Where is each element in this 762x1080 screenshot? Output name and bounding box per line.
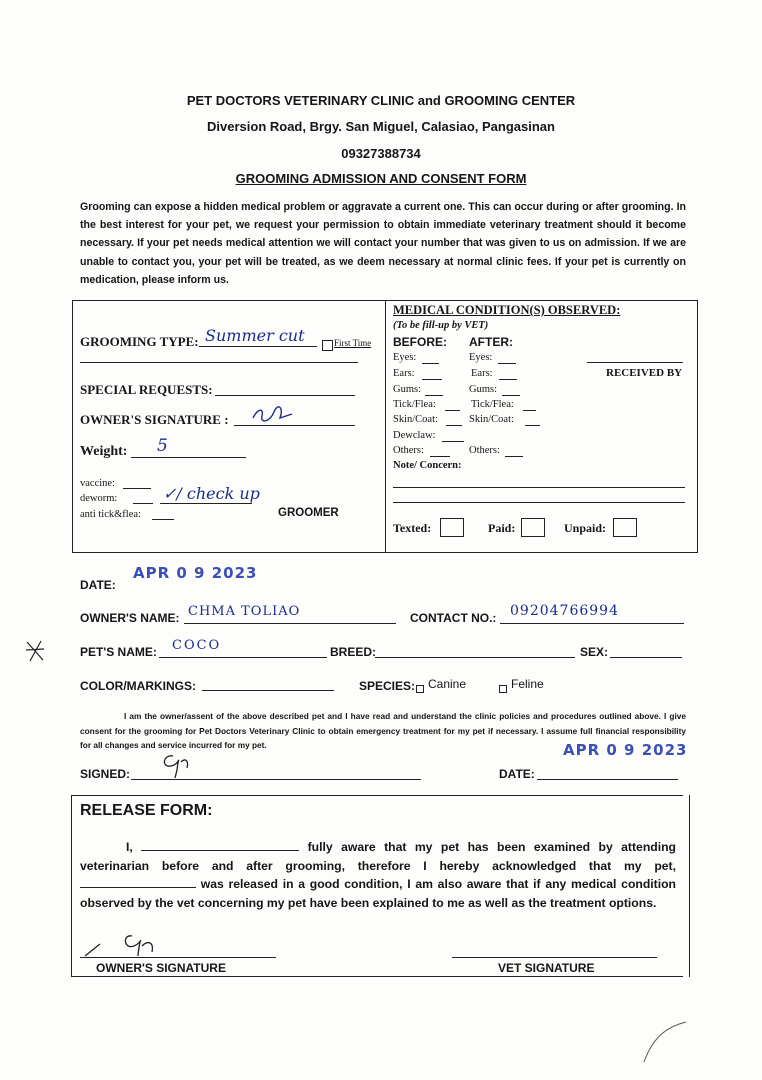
anti-tick-label: anti tick&flea: xyxy=(80,509,141,520)
species-label: SPECIES: xyxy=(359,679,416,693)
before-tick-field[interactable] xyxy=(445,410,460,411)
pet-name-label: PET'S NAME: xyxy=(80,645,157,659)
special-requests-field[interactable] xyxy=(215,395,355,396)
paid-box[interactable] xyxy=(521,518,545,537)
grooming-type-label: GROOMING TYPE: xyxy=(80,334,199,349)
deworm-field[interactable] xyxy=(133,503,153,504)
after-tick: Tick/Flea: xyxy=(471,399,514,410)
release-i-label: I, xyxy=(126,840,133,854)
breed-field[interactable] xyxy=(375,657,575,658)
weight-line xyxy=(131,457,246,458)
weight-label: Weight: xyxy=(80,444,128,459)
received-by-line[interactable] xyxy=(587,362,683,363)
groomer-label: GROOMER xyxy=(278,507,339,519)
after-eyes-field[interactable] xyxy=(498,363,516,364)
canine-label: Canine xyxy=(428,677,467,691)
owner-name-line xyxy=(184,623,396,624)
release-title: RELEASE FORM: xyxy=(80,802,213,819)
form-title: GROOMING ADMISSION AND CONSENT FORM xyxy=(235,171,527,186)
breed-label: BREED: xyxy=(330,645,377,659)
before-dewclaw: Dewclaw: xyxy=(393,430,436,441)
note-label: Note/ Concern: xyxy=(393,460,462,471)
feline-label: Feline xyxy=(511,677,544,691)
note-line-2[interactable] xyxy=(393,502,685,503)
after-others-field[interactable] xyxy=(505,456,523,457)
owner-signature-scribble xyxy=(250,404,295,426)
release-text-1: fully aware that my pet has been examined by attending veterinarian before and after grooming, therefore I hereby acknowledged that my pet, xyxy=(80,840,676,873)
consent-date-label: DATE: xyxy=(499,767,535,781)
consent-date-stamp: APR 0 9 2023 xyxy=(563,741,688,759)
before-dewclaw-field[interactable] xyxy=(442,441,464,442)
before-skin-field[interactable] xyxy=(446,425,462,426)
pet-name-line xyxy=(159,657,327,658)
canine-checkbox[interactable] xyxy=(416,680,424,698)
contact-value[interactable]: 09204766994 xyxy=(510,603,619,619)
before-ears: Ears: xyxy=(393,368,415,379)
before-eyes: Eyes: xyxy=(393,352,417,363)
deworm-label: deworm: xyxy=(80,493,118,504)
owner-name-value[interactable]: CHMA TOLIAO xyxy=(188,604,301,619)
before-gums-field[interactable] xyxy=(425,395,443,396)
before-tick: Tick/Flea: xyxy=(393,399,436,410)
vaccine-label: vaccine: xyxy=(80,478,115,489)
after-gums: Gums: xyxy=(469,384,498,395)
vet-signature-caption: VET SIGNATURE xyxy=(498,961,595,975)
note-line-1[interactable] xyxy=(393,487,685,488)
after-tick-field[interactable] xyxy=(523,410,536,411)
release-text-2: was released in a good condition, I am also aware that if any medical condition observed by the vet concerning my pet have been explained to me as well as the treatment options. xyxy=(80,877,676,910)
before-others: Others: xyxy=(393,445,424,456)
vet-signature-line[interactable] xyxy=(452,957,657,958)
received-by-label: RECEIVED BY xyxy=(606,367,683,379)
deworm-value-line xyxy=(160,503,252,504)
first-time-checkbox[interactable] xyxy=(322,337,333,355)
margin-x-mark xyxy=(24,638,46,664)
before-ears-field[interactable] xyxy=(422,379,442,380)
contact-label: CONTACT NO.: xyxy=(410,611,497,625)
after-skin-field[interactable] xyxy=(525,425,540,426)
grooming-extra-line[interactable] xyxy=(80,362,358,363)
release-owner-name-field[interactable] xyxy=(141,838,299,851)
owner-name-label: OWNER'S NAME: xyxy=(80,611,180,625)
paid-label: Paid: xyxy=(488,521,516,535)
owner-signature-caption: OWNER'S SIGNATURE xyxy=(96,961,226,975)
corner-scribble xyxy=(640,1018,690,1068)
after-ears: Ears: xyxy=(471,368,493,379)
after-label: AFTER: xyxy=(469,335,513,349)
sex-field[interactable] xyxy=(610,657,682,658)
unpaid-label: Unpaid: xyxy=(564,521,607,535)
anti-tick-field[interactable] xyxy=(152,519,174,520)
before-eyes-field[interactable] xyxy=(422,363,439,364)
release-bottom-border xyxy=(71,976,683,977)
signed-label: SIGNED: xyxy=(80,767,131,781)
consent-date-field[interactable] xyxy=(537,779,678,780)
contact-line xyxy=(500,623,684,624)
texted-label: Texted: xyxy=(393,521,432,535)
consent-text: I am the owner/assent of the above described pet and I have read and understand the clinic policies and procedures outlined above. I give consent for the grooming for Pet Doctors Veterinary Clinic to obtain emergency treatment for my pet if necessary. I assume full financial responsibility for all changes and service incurred for my pet. xyxy=(80,711,686,750)
after-gums-field[interactable] xyxy=(502,395,520,396)
release-left-border xyxy=(71,795,72,977)
weight-value[interactable]: 5 xyxy=(157,436,168,456)
texted-box[interactable] xyxy=(440,518,464,537)
after-eyes: Eyes: xyxy=(469,352,493,363)
special-requests-label: SPECIAL REQUESTS: xyxy=(80,382,213,397)
box-divider xyxy=(385,300,386,553)
medical-title: MEDICAL CONDITION(S) OBSERVED: xyxy=(393,303,621,317)
after-skin: Skin/Coat: xyxy=(469,414,514,425)
first-time-label: First Time xyxy=(334,338,372,348)
release-right-border xyxy=(689,795,690,977)
grooming-type-value[interactable]: Summer cut xyxy=(205,326,305,345)
medical-subtitle: (To be fill-up by VET) xyxy=(393,320,489,331)
deworm-value[interactable]: ✓/ check up xyxy=(163,484,260,503)
clinic-address: Diversion Road, Brgy. San Miguel, Calasiao, Pangasinan xyxy=(207,119,555,134)
feline-checkbox[interactable] xyxy=(499,680,507,698)
clinic-phone: 09327388734 xyxy=(341,146,421,161)
release-paragraph xyxy=(80,838,676,912)
date-label: DATE: xyxy=(80,578,116,592)
clinic-name: PET DOCTORS VETERINARY CLINIC and GROOMING CENTER xyxy=(186,93,576,108)
release-top-border xyxy=(71,795,683,796)
after-ears-field[interactable] xyxy=(499,379,517,380)
intro-paragraph: Grooming can expose a hidden medical problem or aggravate a current one. This can occur during or after grooming. In the best interest for your pet, we request your permission to obtain immediate veterinary treatment should it become necessary. If your pet needs medical attention we will contact your number that was given to us on admission. If we are unable to contact you, your pet will be treated, as we deem necessary at normal clinic fees. If your pet is currently on medication, please inform us. xyxy=(80,201,686,286)
release-pet-name-field[interactable] xyxy=(80,875,196,888)
owner-signature-label: OWNER'S SIGNATURE : xyxy=(80,412,229,427)
pet-name-value[interactable]: COCO xyxy=(172,638,222,653)
release-signature-scribble xyxy=(82,930,167,960)
color-markings-label: COLOR/MARKINGS: xyxy=(80,679,196,693)
sex-label: SEX: xyxy=(580,645,609,659)
color-markings-field[interactable] xyxy=(202,690,334,691)
consent-signature-scribble xyxy=(155,748,195,780)
after-others: Others: xyxy=(469,445,500,456)
unpaid-box[interactable] xyxy=(613,518,637,537)
before-label: BEFORE: xyxy=(393,335,447,349)
before-skin: Skin/Coat: xyxy=(393,414,438,425)
vaccine-field[interactable] xyxy=(123,488,151,489)
date-stamp: APR 0 9 2023 xyxy=(133,564,258,582)
before-others-field[interactable] xyxy=(430,456,450,457)
grooming-type-line xyxy=(199,346,317,347)
before-gums: Gums: xyxy=(393,384,422,395)
